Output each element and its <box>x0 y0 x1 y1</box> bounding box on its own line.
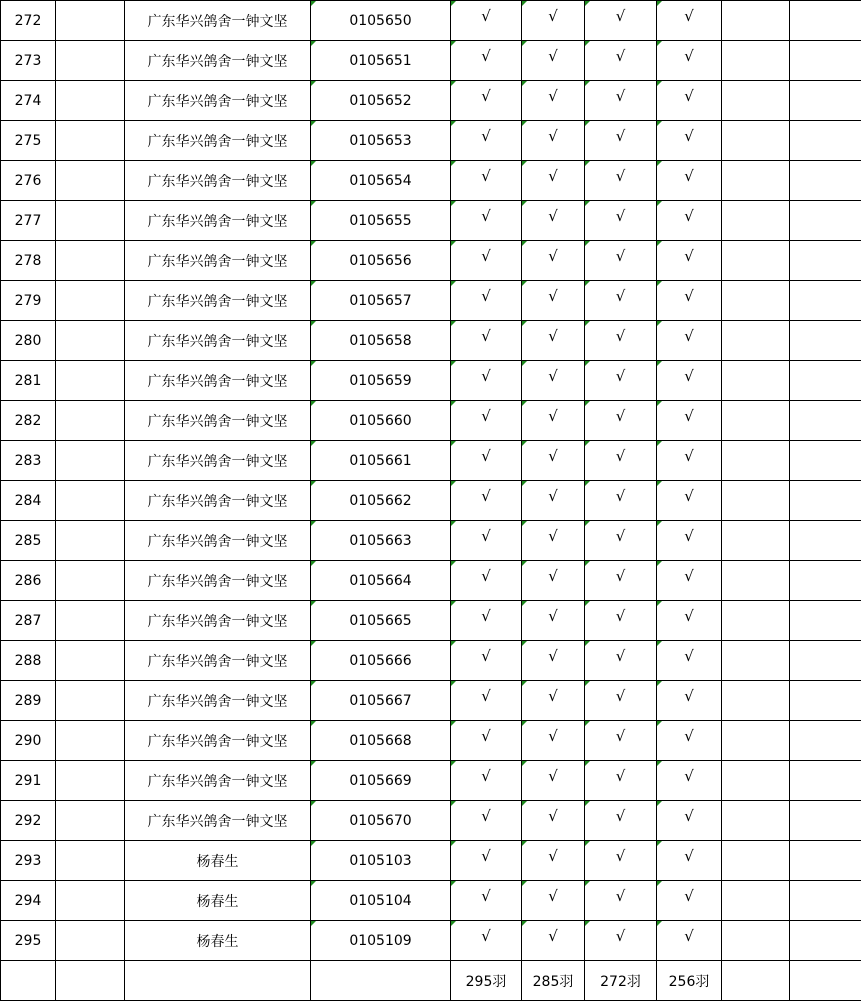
ring-number: 0105109 <box>311 921 451 961</box>
ring-number: 0105658 <box>311 321 451 361</box>
empty-cell <box>722 641 790 681</box>
empty-cell <box>722 721 790 761</box>
check-mark: √ <box>522 481 585 521</box>
check-mark: √ <box>657 321 722 361</box>
owner-name: 杨春生 <box>125 841 311 881</box>
row-number: 280 <box>1 321 56 361</box>
row-number: 288 <box>1 641 56 681</box>
check-mark: √ <box>657 361 722 401</box>
empty-cell <box>722 521 790 561</box>
check-mark: √ <box>451 361 522 401</box>
empty-cell <box>722 561 790 601</box>
ring-number: 0105657 <box>311 281 451 321</box>
row-number: 277 <box>1 201 56 241</box>
empty-cell <box>722 201 790 241</box>
check-mark: √ <box>585 801 657 841</box>
table-row <box>1 1 861 41</box>
row-number: 282 <box>1 401 56 441</box>
check-mark: √ <box>585 1 657 41</box>
empty-cell <box>790 161 861 201</box>
empty-cell <box>722 881 790 921</box>
empty-cell <box>722 681 790 721</box>
owner-name: 广东华兴鸽舍一钟文坚 <box>125 601 311 641</box>
ring-number: 0105103 <box>311 841 451 881</box>
empty-cell <box>56 201 125 241</box>
empty-cell <box>56 401 125 441</box>
check-mark: √ <box>451 601 522 641</box>
check-mark: √ <box>585 81 657 121</box>
owner-name: 广东华兴鸽舍一钟文坚 <box>125 761 311 801</box>
ring-number: 0105665 <box>311 601 451 641</box>
empty-cell <box>722 921 790 961</box>
check-mark: √ <box>657 481 722 521</box>
check-mark: √ <box>522 641 585 681</box>
check-mark: √ <box>657 201 722 241</box>
empty-cell <box>722 401 790 441</box>
empty-cell <box>56 921 125 961</box>
owner-name: 广东华兴鸽舍一钟文坚 <box>125 801 311 841</box>
check-mark: √ <box>657 41 722 81</box>
table-row <box>1 761 861 801</box>
check-mark: √ <box>522 41 585 81</box>
check-mark: √ <box>657 881 722 921</box>
empty-cell <box>311 961 451 1001</box>
check-mark: √ <box>451 161 522 201</box>
empty-cell <box>790 81 861 121</box>
ring-number: 0105653 <box>311 121 451 161</box>
check-mark: √ <box>522 161 585 201</box>
row-number: 294 <box>1 881 56 921</box>
table-row <box>1 641 861 681</box>
empty-cell <box>56 841 125 881</box>
empty-cell <box>790 201 861 241</box>
empty-cell <box>56 961 125 1001</box>
ring-number: 0105651 <box>311 41 451 81</box>
table-row <box>1 281 861 321</box>
empty-cell <box>790 921 861 961</box>
check-mark: √ <box>522 681 585 721</box>
ring-number: 0105104 <box>311 881 451 921</box>
empty-cell <box>56 121 125 161</box>
owner-name: 广东华兴鸽舍一钟文坚 <box>125 521 311 561</box>
empty-cell <box>56 41 125 81</box>
check-mark: √ <box>585 321 657 361</box>
row-number: 287 <box>1 601 56 641</box>
check-mark: √ <box>451 681 522 721</box>
owner-name: 广东华兴鸽舍一钟文坚 <box>125 721 311 761</box>
check-mark: √ <box>451 521 522 561</box>
empty-cell <box>722 961 790 1001</box>
total-count: 272羽 <box>585 961 657 1001</box>
check-mark: √ <box>451 321 522 361</box>
empty-cell <box>790 41 861 81</box>
row-number: 290 <box>1 721 56 761</box>
row-number: 286 <box>1 561 56 601</box>
ring-number: 0105654 <box>311 161 451 201</box>
check-mark: √ <box>585 201 657 241</box>
check-mark: √ <box>522 241 585 281</box>
check-mark: √ <box>451 201 522 241</box>
check-mark: √ <box>585 161 657 201</box>
row-number: 285 <box>1 521 56 561</box>
check-mark: √ <box>585 841 657 881</box>
row-number: 272 <box>1 1 56 41</box>
table-row <box>1 561 861 601</box>
owner-name: 广东华兴鸽舍一钟文坚 <box>125 241 311 281</box>
row-number: 275 <box>1 121 56 161</box>
check-mark: √ <box>451 441 522 481</box>
empty-cell <box>790 721 861 761</box>
check-mark: √ <box>451 1 522 41</box>
check-mark: √ <box>522 521 585 561</box>
table-row <box>1 321 861 361</box>
ring-number: 0105652 <box>311 81 451 121</box>
ring-number: 0105667 <box>311 681 451 721</box>
row-number: 281 <box>1 361 56 401</box>
table-row <box>1 121 861 161</box>
empty-cell <box>790 641 861 681</box>
empty-cell <box>56 521 125 561</box>
empty-cell <box>790 761 861 801</box>
check-mark: √ <box>451 121 522 161</box>
table-row <box>1 361 861 401</box>
ring-number: 0105670 <box>311 801 451 841</box>
ring-number: 0105662 <box>311 481 451 521</box>
check-mark: √ <box>657 921 722 961</box>
empty-cell <box>56 321 125 361</box>
table-row <box>1 601 861 641</box>
owner-name: 广东华兴鸽舍一钟文坚 <box>125 681 311 721</box>
check-mark: √ <box>451 921 522 961</box>
empty-cell <box>722 361 790 401</box>
check-mark: √ <box>451 761 522 801</box>
check-mark: √ <box>657 81 722 121</box>
check-mark: √ <box>585 761 657 801</box>
empty-cell <box>125 961 311 1001</box>
row-number: 273 <box>1 41 56 81</box>
owner-name: 广东华兴鸽舍一钟文坚 <box>125 561 311 601</box>
table-row <box>1 921 861 961</box>
ring-number: 0105668 <box>311 721 451 761</box>
check-mark: √ <box>522 281 585 321</box>
owner-name: 杨春生 <box>125 881 311 921</box>
empty-cell <box>56 361 125 401</box>
check-mark: √ <box>585 601 657 641</box>
check-mark: √ <box>451 801 522 841</box>
check-mark: √ <box>522 121 585 161</box>
check-mark: √ <box>522 361 585 401</box>
check-mark: √ <box>451 881 522 921</box>
row-number: 295 <box>1 921 56 961</box>
empty-cell <box>790 401 861 441</box>
check-mark: √ <box>657 401 722 441</box>
table-row <box>1 201 861 241</box>
ring-number: 0105650 <box>311 1 451 41</box>
empty-cell <box>790 881 861 921</box>
check-mark: √ <box>585 721 657 761</box>
empty-cell <box>790 681 861 721</box>
empty-cell <box>56 601 125 641</box>
check-mark: √ <box>451 481 522 521</box>
check-mark: √ <box>522 921 585 961</box>
empty-cell <box>722 481 790 521</box>
table-row <box>1 521 861 561</box>
table-row <box>1 721 861 761</box>
empty-cell <box>790 121 861 161</box>
ring-number: 0105659 <box>311 361 451 401</box>
check-mark: √ <box>657 601 722 641</box>
check-mark: √ <box>522 1 585 41</box>
empty-cell <box>722 281 790 321</box>
empty-cell <box>722 121 790 161</box>
check-mark: √ <box>657 841 722 881</box>
table-body <box>1 1 861 1001</box>
check-mark: √ <box>585 881 657 921</box>
empty-cell <box>790 281 861 321</box>
empty-cell <box>1 961 56 1001</box>
check-mark: √ <box>585 481 657 521</box>
check-mark: √ <box>451 241 522 281</box>
total-count: 256羽 <box>657 961 722 1001</box>
empty-cell <box>790 841 861 881</box>
check-mark: √ <box>585 561 657 601</box>
ring-number: 0105669 <box>311 761 451 801</box>
ring-number: 0105656 <box>311 241 451 281</box>
empty-cell <box>722 1 790 41</box>
check-mark: √ <box>657 1 722 41</box>
check-mark: √ <box>657 761 722 801</box>
empty-cell <box>790 521 861 561</box>
check-mark: √ <box>585 641 657 681</box>
owner-name: 广东华兴鸽舍一钟文坚 <box>125 641 311 681</box>
empty-cell <box>790 441 861 481</box>
check-mark: √ <box>451 281 522 321</box>
empty-cell <box>56 641 125 681</box>
table-row <box>1 801 861 841</box>
empty-cell <box>722 841 790 881</box>
owner-name: 广东华兴鸽舍一钟文坚 <box>125 161 311 201</box>
empty-cell <box>56 161 125 201</box>
check-mark: √ <box>451 841 522 881</box>
row-number: 278 <box>1 241 56 281</box>
empty-cell <box>790 961 861 1001</box>
table-row <box>1 441 861 481</box>
check-mark: √ <box>657 241 722 281</box>
check-mark: √ <box>585 441 657 481</box>
empty-cell <box>790 801 861 841</box>
empty-cell <box>56 721 125 761</box>
check-mark: √ <box>657 441 722 481</box>
table-row <box>1 481 861 521</box>
check-mark: √ <box>657 521 722 561</box>
ring-number: 0105666 <box>311 641 451 681</box>
owner-name: 广东华兴鸽舍一钟文坚 <box>125 321 311 361</box>
check-mark: √ <box>585 401 657 441</box>
check-mark: √ <box>585 241 657 281</box>
empty-cell <box>56 1 125 41</box>
owner-name: 广东华兴鸽舍一钟文坚 <box>125 481 311 521</box>
empty-cell <box>790 561 861 601</box>
check-mark: √ <box>657 561 722 601</box>
empty-cell <box>722 601 790 641</box>
check-mark: √ <box>657 121 722 161</box>
owner-name: 广东华兴鸽舍一钟文坚 <box>125 41 311 81</box>
check-mark: √ <box>657 161 722 201</box>
empty-cell <box>722 41 790 81</box>
row-number: 291 <box>1 761 56 801</box>
owner-name: 广东华兴鸽舍一钟文坚 <box>125 81 311 121</box>
check-mark: √ <box>585 121 657 161</box>
check-mark: √ <box>522 201 585 241</box>
total-count: 285羽 <box>522 961 585 1001</box>
total-count: 295羽 <box>451 961 522 1001</box>
check-mark: √ <box>522 81 585 121</box>
check-mark: √ <box>657 801 722 841</box>
empty-cell <box>790 601 861 641</box>
empty-cell <box>722 441 790 481</box>
check-mark: √ <box>522 321 585 361</box>
empty-cell <box>790 361 861 401</box>
row-number: 274 <box>1 81 56 121</box>
check-mark: √ <box>522 441 585 481</box>
check-mark: √ <box>585 521 657 561</box>
check-mark: √ <box>522 761 585 801</box>
check-mark: √ <box>585 681 657 721</box>
row-number: 279 <box>1 281 56 321</box>
row-number: 284 <box>1 481 56 521</box>
empty-cell <box>722 81 790 121</box>
owner-name: 广东华兴鸽舍一钟文坚 <box>125 1 311 41</box>
check-mark: √ <box>451 41 522 81</box>
table-row <box>1 401 861 441</box>
empty-cell <box>56 761 125 801</box>
ring-number: 0105663 <box>311 521 451 561</box>
row-number: 292 <box>1 801 56 841</box>
ring-number: 0105661 <box>311 441 451 481</box>
table-row <box>1 881 861 921</box>
owner-name: 广东华兴鸽舍一钟文坚 <box>125 441 311 481</box>
check-mark: √ <box>657 281 722 321</box>
check-mark: √ <box>585 921 657 961</box>
empty-cell <box>56 801 125 841</box>
empty-cell <box>56 241 125 281</box>
table-row <box>1 681 861 721</box>
table-row <box>1 241 861 281</box>
owner-name: 广东华兴鸽舍一钟文坚 <box>125 361 311 401</box>
table-row <box>1 161 861 201</box>
empty-cell <box>722 801 790 841</box>
empty-cell <box>790 241 861 281</box>
empty-cell <box>722 161 790 201</box>
empty-cell <box>56 561 125 601</box>
check-mark: √ <box>522 561 585 601</box>
ring-number: 0105664 <box>311 561 451 601</box>
empty-cell <box>56 81 125 121</box>
check-mark: √ <box>657 721 722 761</box>
owner-name: 广东华兴鸽舍一钟文坚 <box>125 401 311 441</box>
check-mark: √ <box>451 641 522 681</box>
totals-row <box>1 961 861 1001</box>
empty-cell <box>790 1 861 41</box>
owner-name: 广东华兴鸽舍一钟文坚 <box>125 201 311 241</box>
empty-cell <box>56 881 125 921</box>
check-mark: √ <box>522 721 585 761</box>
check-mark: √ <box>522 801 585 841</box>
table-row <box>1 41 861 81</box>
empty-cell <box>722 321 790 361</box>
empty-cell <box>56 481 125 521</box>
table-row <box>1 841 861 881</box>
check-mark: √ <box>522 401 585 441</box>
empty-cell <box>722 241 790 281</box>
check-mark: √ <box>585 361 657 401</box>
check-mark: √ <box>451 561 522 601</box>
row-number: 293 <box>1 841 56 881</box>
ring-number: 0105660 <box>311 401 451 441</box>
ring-number: 0105655 <box>311 201 451 241</box>
empty-cell <box>790 481 861 521</box>
row-number: 276 <box>1 161 56 201</box>
check-mark: √ <box>585 41 657 81</box>
check-mark: √ <box>522 601 585 641</box>
check-mark: √ <box>657 641 722 681</box>
row-number: 283 <box>1 441 56 481</box>
empty-cell <box>56 441 125 481</box>
check-mark: √ <box>522 841 585 881</box>
check-mark: √ <box>657 681 722 721</box>
empty-cell <box>56 681 125 721</box>
owner-name: 杨春生 <box>125 921 311 961</box>
check-mark: √ <box>451 401 522 441</box>
empty-cell <box>722 761 790 801</box>
table-row <box>1 81 861 121</box>
empty-cell <box>56 281 125 321</box>
empty-cell <box>790 321 861 361</box>
check-mark: √ <box>451 721 522 761</box>
owner-name: 广东华兴鸽舍一钟文坚 <box>125 121 311 161</box>
check-mark: √ <box>585 281 657 321</box>
owner-name: 广东华兴鸽舍一钟文坚 <box>125 281 311 321</box>
check-mark: √ <box>522 881 585 921</box>
row-number: 289 <box>1 681 56 721</box>
check-mark: √ <box>451 81 522 121</box>
